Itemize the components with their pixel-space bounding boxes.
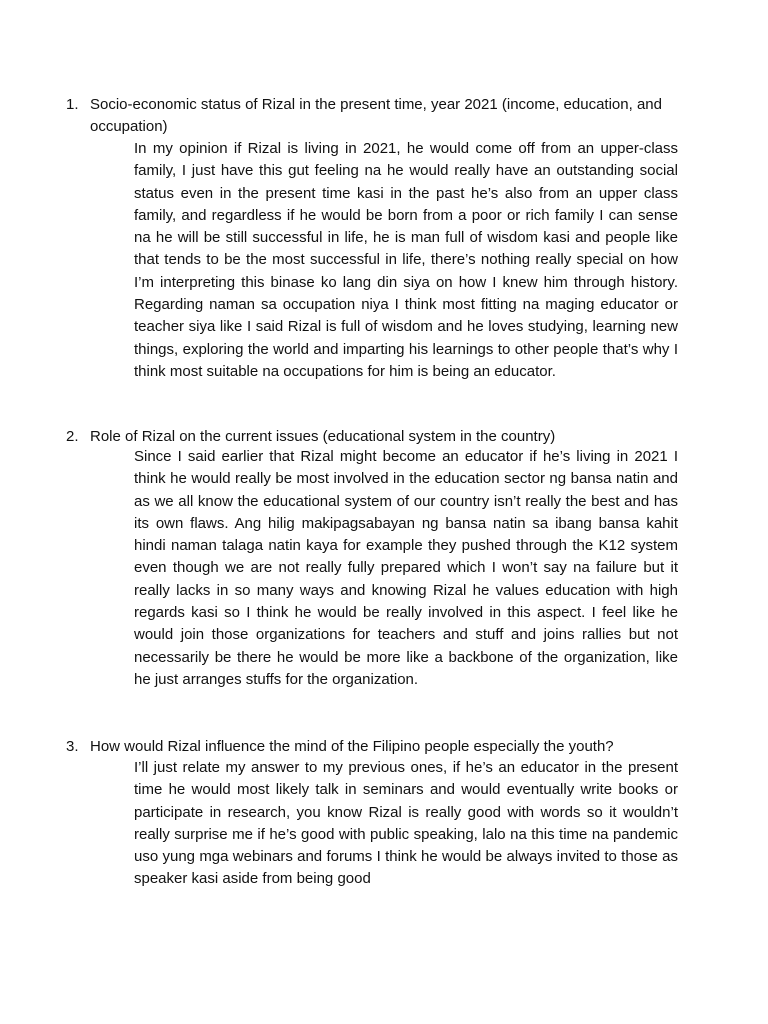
answer-paragraph: Since I said earlier that Rizal might become an educator if he’s living in 2021 I think he would really be most involved in the education sector ng bansa natin and as we all know the educational system of our country isn’t really the best and has its own flaws. Ang hilig makipagsabayan ng bansa natin sa ibang bansa kahit hindi naman talaga natin kaya for example they pushed through the K12 system even though we are not really fully prepared which I won’t say na failure but it really lacks in so many ways and knowing Rizal he values education with high regards kasi so I think he would be really involved in this aspect. I feel like he would join those organizations for teachers and stuff and joins rallies but not necessarily be there he would be more like a backbone of the organization, like he just arranges stuffs for the organization. (134, 448, 678, 688)
question-text: How would Rizal influence the mind of the Filipino people especially the youth? (90, 738, 614, 755)
question-text: Socio-economic status of Rizal in the present time, year 2021 (income, education, and occupation) (90, 96, 662, 135)
answer-paragraph: In my opinion if Rizal is living in 2021, he would come off from an upper-class family, I just have this gut feeling na he would really have an outstanding social status even in the present time kasi in the past he’s also from an upper class family, and regardless if he would be born from a poor or rich family I can sense na he will be still successful in life, he is man full of wisdom kasi and people like that tends to be the most successful in life, there’s nothing really special on how I’m interpreting this binase ko lang din siya on how I knew him through history. Regarding naman sa occupation niya I think most fitting na maging educator or teacher siya like I said Rizal is full of wisdom and he loves studying, learning new things, exploring the world and imparting his learnings to other people that’s why I think most suitable na occupations for him is being an educator. (134, 140, 678, 380)
item-number: 2. (66, 428, 79, 445)
answer-paragraph: I’ll just relate my answer to my previous ones, if he’s an educator in the present time he would most likely talk in seminars and would eventually write books or participate in research, you know Rizal is really good with words so it wouldn’t really surprise me if he’s good with public speaking, lalo na this time na pandemic uso yung mga webinars and forums I think he would be always invited to those as speaker kasi aside from being good (134, 759, 678, 888)
item-number: 1. (66, 96, 79, 113)
question-text: Role of Rizal on the current issues (educational system in the country) (90, 428, 556, 445)
item-number: 3. (66, 738, 79, 755)
